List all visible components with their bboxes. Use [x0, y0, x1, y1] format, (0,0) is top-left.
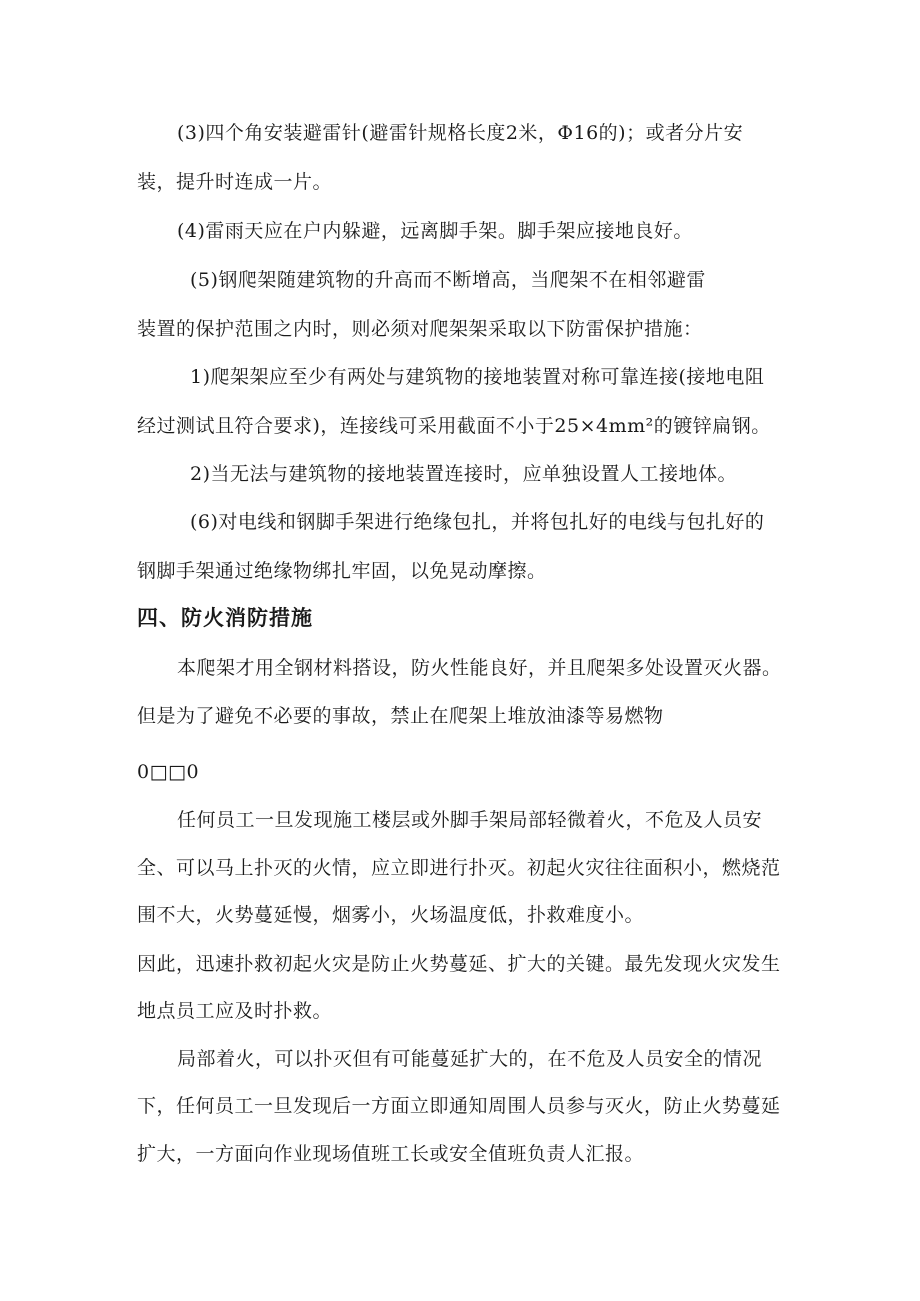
section-heading: 四、防火消防措施 [137, 606, 313, 630]
paragraph-line: 装，提升时连成一片。 [137, 171, 333, 193]
paragraph-line: (6)对电线和钢脚手架进行绝缘包扎，并将包扎好的电线与包扎好的 [190, 511, 765, 533]
paragraph-line: 围不大，火势蔓延慢，烟雾小，火场温度低，扑救难度小。 [137, 904, 645, 926]
garbled-text: 0□□0 [137, 761, 200, 783]
paragraph-line: 因此，迅速扑救初起火灾是防止火势蔓延、扩大的关键。最先发现火灾发生 [137, 953, 781, 975]
paragraph-line: 全、可以马上扑灭的火情，应立即进行扑灭。初起火灾往往面积小，燃烧范 [137, 857, 781, 879]
paragraph-line: 1)爬架架应至少有两处与建筑物的接地装置对称可靠连接(接地电阻 [190, 366, 765, 388]
paragraph-line: 但是为了避免不必要的事故，禁止在爬架上堆放油漆等易燃物 [137, 705, 664, 727]
paragraph-line: (3)四个角安装避雷针(避雷针规格长度2米，Φ16的)；或者分片安 [177, 122, 744, 144]
paragraph-line: 局部着火，可以扑灭但有可能蔓延扩大的，在不危及人员安全的情况 [177, 1048, 763, 1070]
paragraph-line: 装置的保护范围之内时，则必须对爬架架采取以下防雷保护措施： [137, 318, 703, 340]
paragraph-line: 任何员工一旦发现施工楼层或外脚手架局部轻微着火，不危及人员安 [177, 809, 763, 831]
paragraph-line: 地点员工应及时扑救。 [137, 1000, 333, 1022]
paragraph-line: (4)雷雨天应在户内躲避，远离脚手架。脚手架应接地良好。 [177, 220, 693, 242]
paragraph-line: 下，任何员工一旦发现后一方面立即通知周围人员参与灭火，防止火势蔓延 [137, 1095, 781, 1117]
paragraph-line: 经过测试且符合要求)，连接线可采用截面不小于25×4mm²的镀锌扁钢。 [137, 415, 771, 437]
paragraph-line: 钢脚手架通过绝缘物绑扎牢固，以免晃动摩擦。 [137, 560, 547, 582]
paragraph-line: 2)当无法与建筑物的接地装置连接时，应单独设置人工接地体。 [190, 463, 738, 485]
paragraph-line: 本爬架才用全钢材料搭设，防火性能良好，并且爬架多处设置灭火器。 [177, 657, 782, 679]
paragraph-line: 扩大，一方面向作业现场值班工长或安全值班负责人汇报。 [137, 1143, 645, 1165]
paragraph-line: (5)钢爬架随建筑物的升高而不断增高，当爬架不在相邻避雷 [190, 269, 706, 291]
